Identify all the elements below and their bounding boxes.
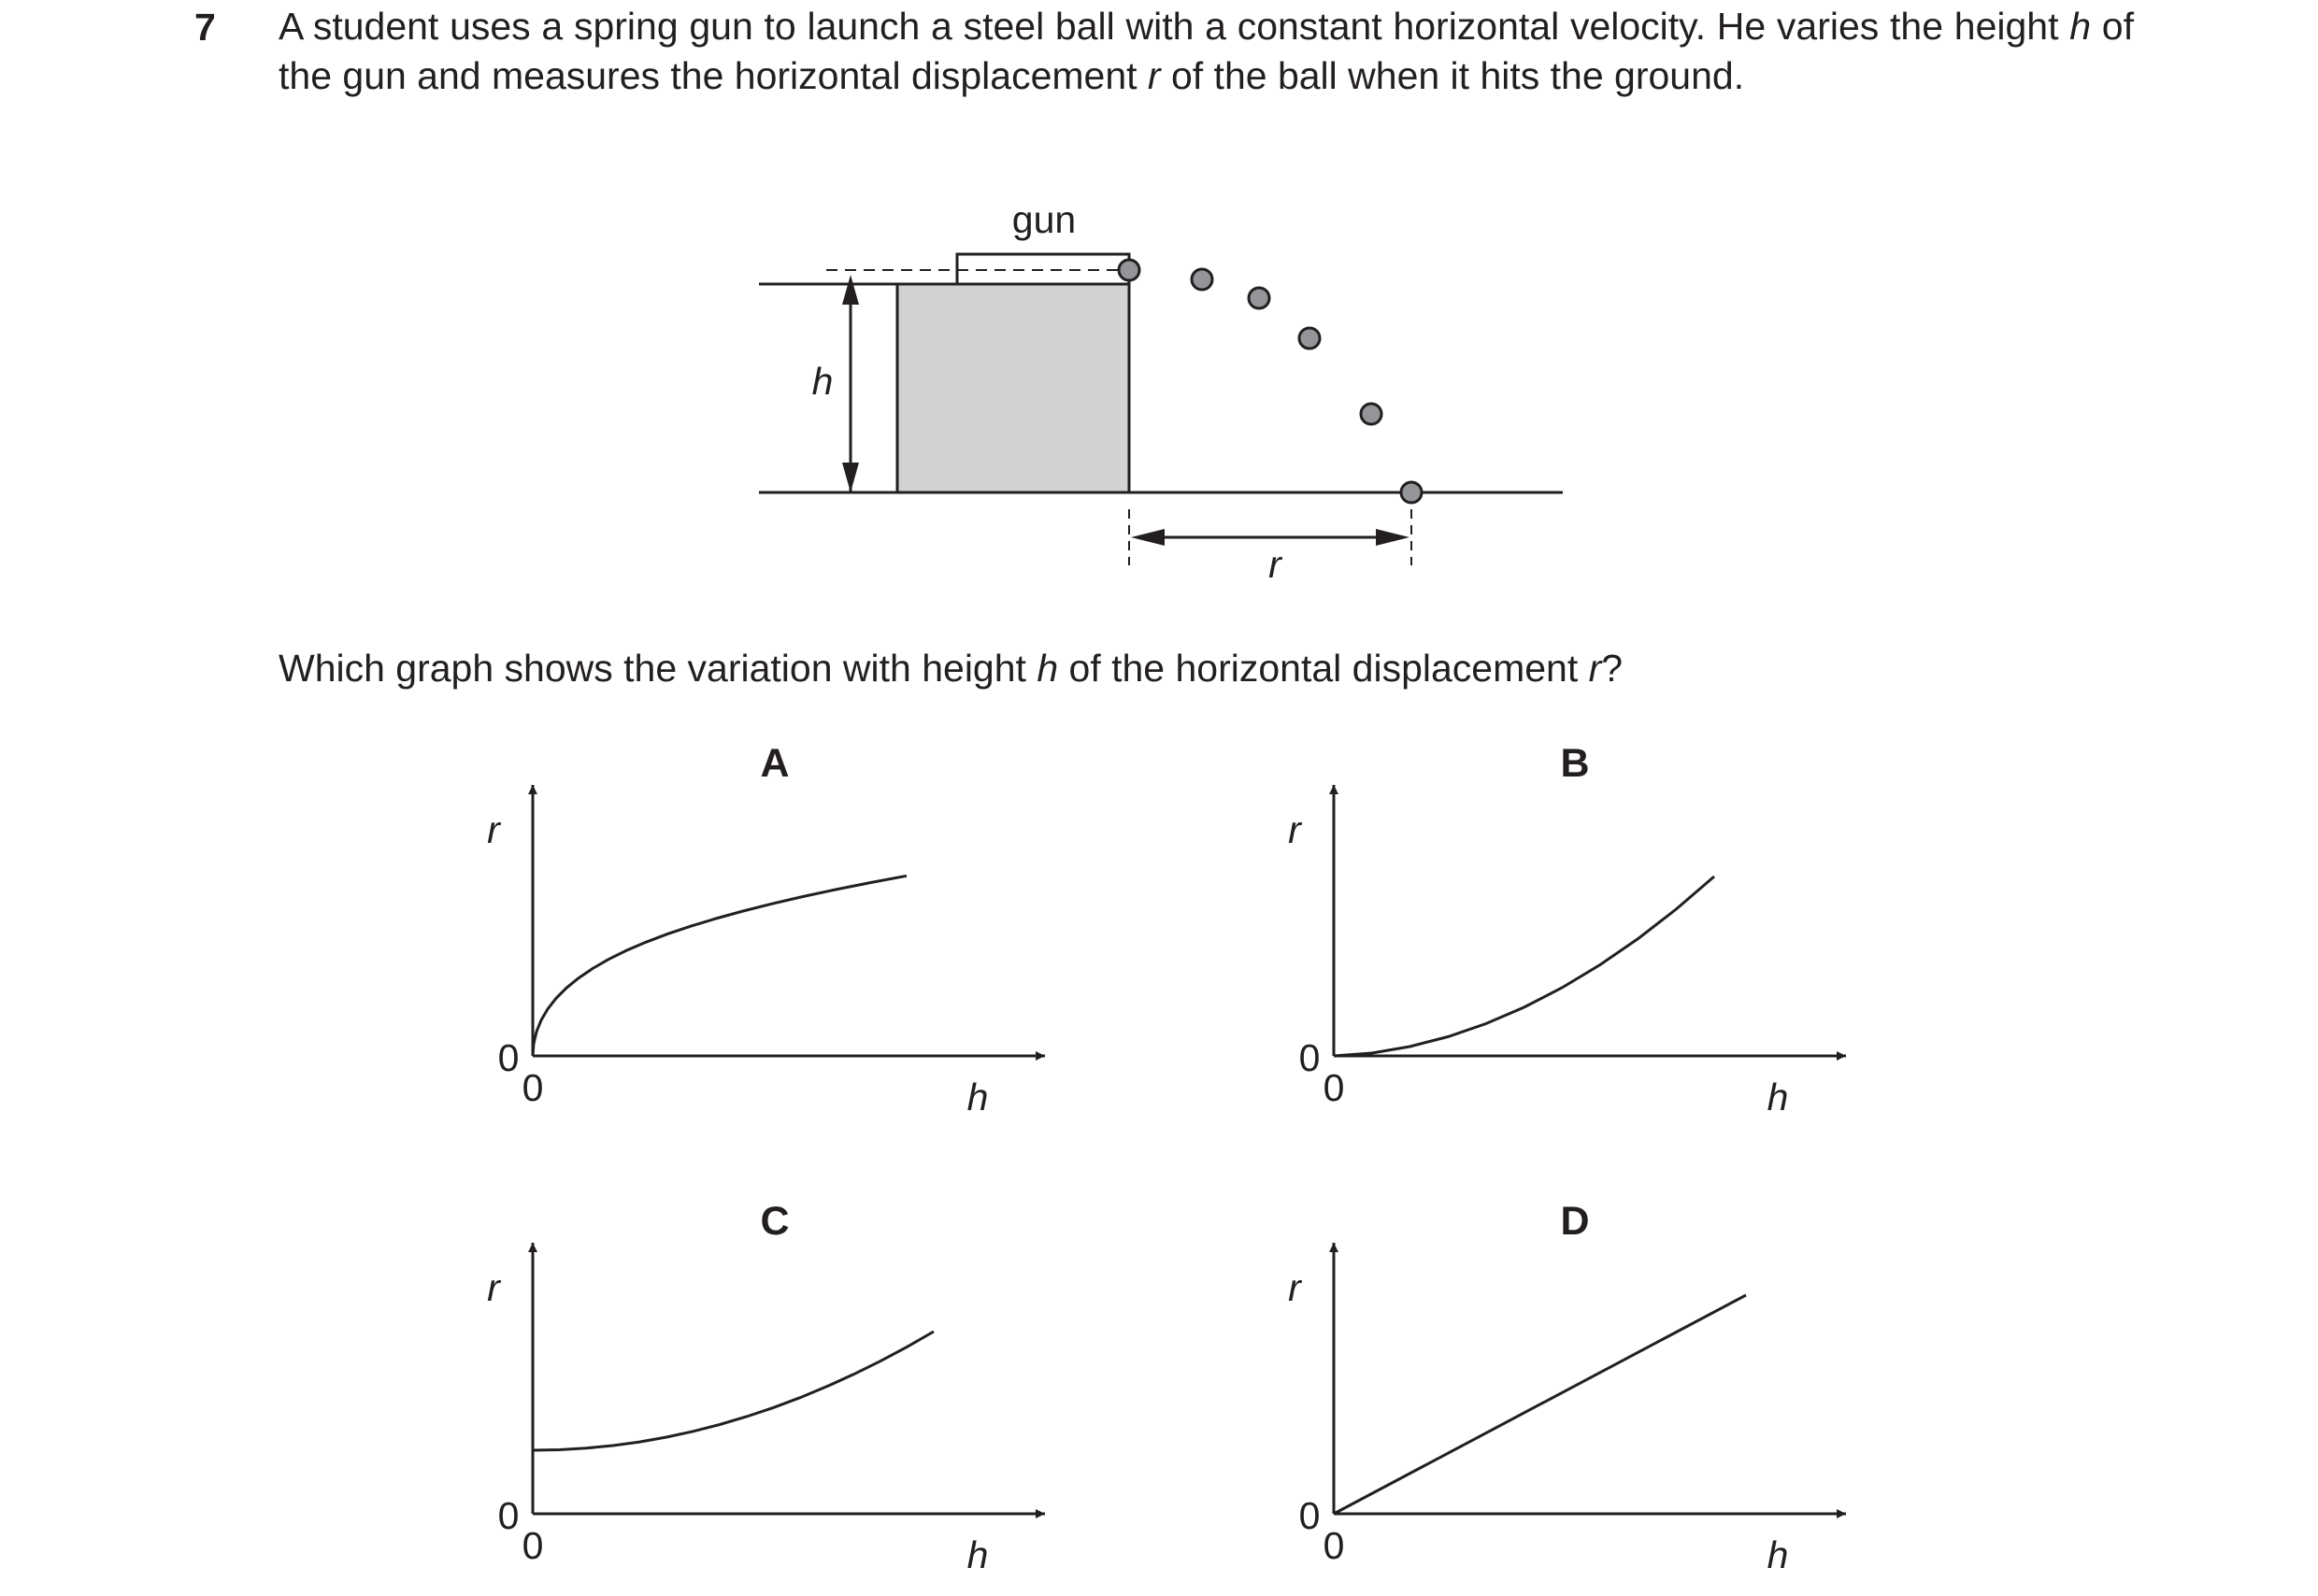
option-letter: A (760, 741, 790, 786)
origin-label-x: 0 (1323, 1524, 1345, 1567)
graph-option-d[interactable] (1288, 1199, 1846, 1576)
option-letter: B (1560, 741, 1590, 786)
steel-ball (1299, 328, 1320, 349)
ball-trajectory (1119, 260, 1422, 503)
y-axis-label: r (487, 808, 500, 851)
x-axis-label: h (1767, 1076, 1789, 1119)
stem-text-3: of the ball when it hits the ground. (1160, 54, 1745, 97)
height-arrowhead-bottom (842, 463, 859, 492)
steel-ball (1192, 269, 1212, 290)
stem-text-1: A student uses a spring gun to launch a steel ball with a constant horizontal velocity. He varies the height (279, 5, 2070, 48)
graph-option-a[interactable] (487, 741, 1045, 1119)
y-axis-label: r (1288, 1266, 1301, 1309)
height-arrowhead-top (842, 275, 859, 305)
x-axis-label: h (966, 1533, 989, 1576)
graph-curve (1334, 876, 1714, 1056)
displacement-arrowhead-left (1131, 529, 1165, 546)
stem-var-h: h (2069, 5, 2092, 48)
stem-text-2: of the gun and measures the horizontal displacement (279, 5, 2134, 97)
steel-ball (1119, 260, 1139, 280)
origin-label-x: 0 (522, 1066, 544, 1109)
origin-label-y: 0 (497, 1036, 520, 1079)
steel-ball (1249, 288, 1269, 308)
projectile-setup-diagram (759, 198, 1563, 586)
origin-label-y: 0 (1298, 1494, 1321, 1537)
origin-label-y: 0 (497, 1494, 520, 1537)
graph-curve (533, 1332, 934, 1450)
option-letter: D (1560, 1199, 1590, 1244)
height-label: h (811, 360, 834, 403)
question-number: 7 (194, 6, 216, 49)
displacement-arrowhead-right (1376, 529, 1409, 546)
graph-option-b[interactable] (1288, 741, 1846, 1119)
y-axis-label: r (1288, 808, 1301, 851)
prompt-text-3: ? (1601, 647, 1624, 690)
gun-label: gun (1011, 198, 1077, 241)
prompt-var-r: r (1588, 647, 1602, 690)
graph-line (1334, 1295, 1746, 1514)
origin-label-y: 0 (1298, 1036, 1321, 1079)
graph-option-c[interactable] (487, 1199, 1045, 1576)
x-axis-label: h (966, 1076, 989, 1119)
origin-label-x: 0 (1323, 1066, 1345, 1109)
prompt-text-2: of the horizontal displacement (1058, 647, 1589, 690)
prompt-var-h: h (1037, 647, 1059, 690)
prompt-text-1: Which graph shows the variation with height (279, 647, 1037, 690)
stem-var-r: r (1147, 54, 1161, 97)
x-axis-label: h (1767, 1533, 1789, 1576)
graph-curve (533, 876, 907, 1056)
steel-ball (1361, 404, 1381, 424)
displacement-label: r (1268, 543, 1281, 586)
steel-ball (1401, 482, 1422, 503)
table-block (897, 284, 1129, 492)
origin-label-x: 0 (522, 1524, 544, 1567)
y-axis-label: r (487, 1266, 500, 1309)
option-letter: C (760, 1199, 790, 1244)
